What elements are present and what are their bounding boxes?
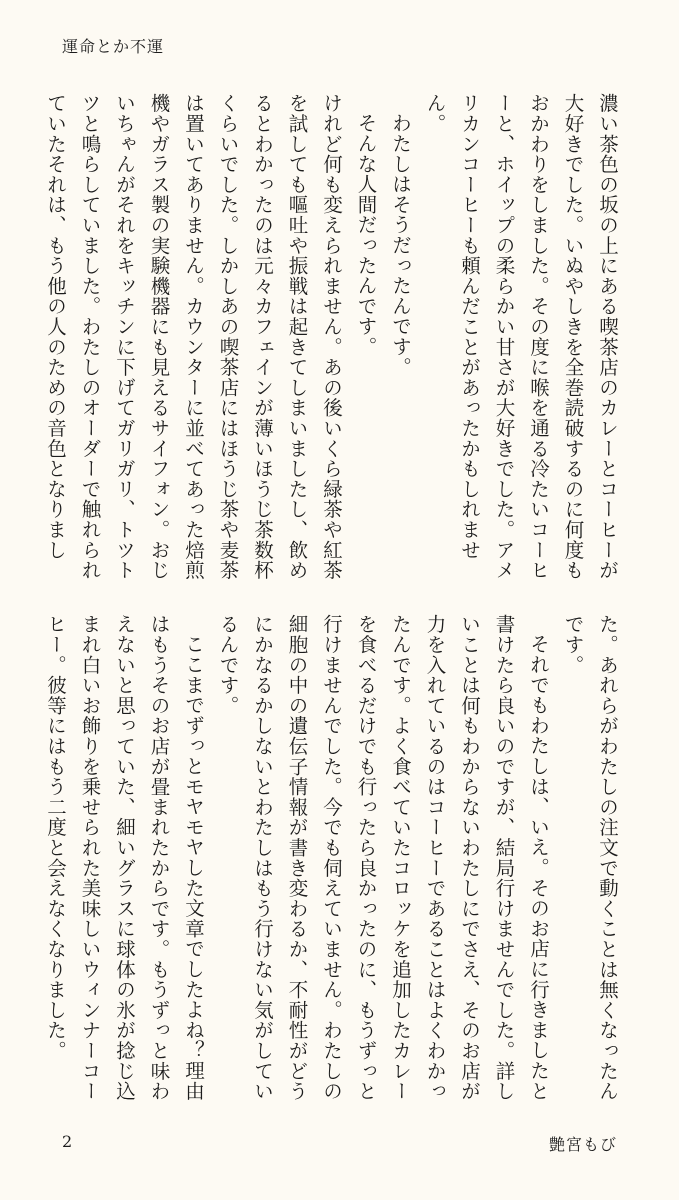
book-title: 運命とか不運 bbox=[62, 37, 165, 56]
page-number: 2 bbox=[62, 1132, 73, 1151]
author-name: 艶宮もび bbox=[548, 1135, 617, 1154]
paragraph: た。あれらがわたしの注文で動くことは無くなったんです。 bbox=[561, 614, 619, 1102]
paragraph: それでもわたしは、いえ。そのお店に行きましたと書けたら良いのですが、結局行けませんでした。詳しいことは何もわからないわたしにでさえ、そのお店が力を入れているのはコーヒーであることはよくわかったんです。よく食べていたコロッケを追加したカレーを食べるだけでも行ったら良かったのに、もうずっと行けませんでした。今でも伺えていません。わたしの細胞の中の遺伝子情報が書き変わるか、不耐性がどうにかなるかしないとわたしはもう行けない気がしているんです。 bbox=[216, 614, 550, 1102]
paragraph: ここまでずっとモヤモヤした文章でしたよね？理由はもうそのお店が畳まれたからです。もうずっと味わえないと思っていた、細いグラスに球体の氷が捻じ込まれ白いお飾りを乗せられた美味しいウィンナーコーヒー。彼等にはもう二度と会えなくなりました。 bbox=[44, 614, 205, 1102]
paragraph: けれど何も変えられません。あの後いくら緑茶や紅茶を試しても嘔吐や振戦は起きてしまいましたし、飲めるとわかったのは元々カフェインが薄いほうじ茶数杯くらいでした。しかしあの喫茶店にはほうじ茶や麦茶は置いてありません。カウンターに並べてあった焙煎機やガラス製の実験機器にも見えるサイフォン。おじいちゃんがそれをキッチンに下げてガリガリ、トツトツと鳴らしていました。わたしのオーダーで触れられていたそれは、もう他の人のための音色となりまし bbox=[44, 93, 343, 581]
text-block-lower bbox=[44, 614, 624, 1114]
paragraph: そんな人間だったんです。 bbox=[354, 112, 378, 357]
paragraph: わたしはそうだったんです。 bbox=[389, 112, 412, 377]
text-block-upper bbox=[44, 93, 624, 593]
paragraph: 濃い茶色の坂の上にある喫茶店のカレーとコーヒーが大好きでした。いぬやしきを全巻読破するのに何度もおかわりをしました。その度に喉を通る冷たいコーヒーと、ホイップの柔らかい甘さが大好きでした。アメリカンコーヒーも頼んだことがあったかもしれません。 bbox=[423, 93, 619, 581]
